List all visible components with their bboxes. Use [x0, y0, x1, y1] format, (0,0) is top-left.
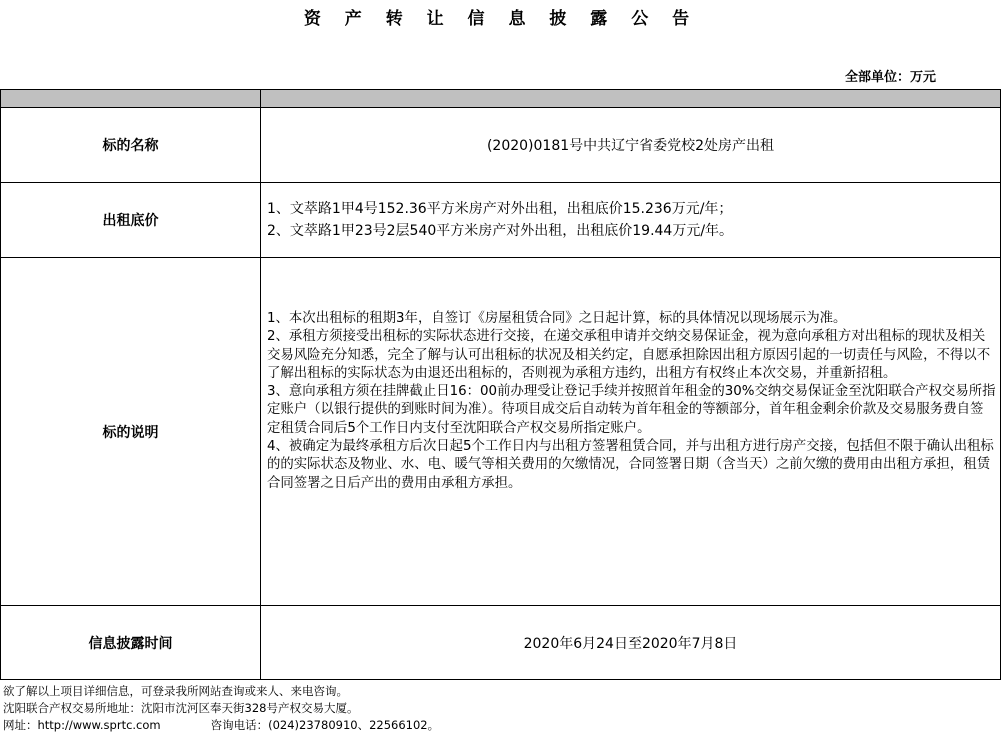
value-name: (2020)0181号中共辽宁省委党校2处房产出租	[486, 138, 775, 154]
footer-line-1: 欲了解以上项目详细信息，可登录我所网站查询或来人、来电咨询。	[3, 684, 348, 698]
value-time: 2020年6月24日至2020年7月8日	[523, 635, 738, 652]
label-description: 标的说明	[1, 258, 261, 605]
unit-note: 全部单位：万元	[844, 70, 936, 85]
description-paragraph-2: 2、承租方须接受出租标的实际状态进行交接，在递交承租申请并交纳交易保证金，视为意向承租方对出租标的现状及相关交易风险充分知悉，完全了解与认可出租标的状况及相关约定，自愿承担除因出租方原因引起的一切责任与风险，不得以不了解出租标的实际状态为由退还出租标的，否则视为承租方违约，出租方有权终止本次交易，并重新招租。	[267, 329, 991, 381]
footer-line-2: 沈阳联合产权交易所地址：沈阳市沈河区奉天街328号产权交易大厦。	[3, 701, 359, 715]
header-cell-right	[261, 90, 1000, 107]
table-row-name	[1, 108, 1000, 183]
label-time: 信息披露时间	[1, 606, 261, 679]
price-line-1: 1、文萃路1甲4号152.36平方米房产对外出租，出租底价15.236万元/年；	[267, 201, 733, 217]
footer	[3, 683, 439, 734]
info-table	[0, 89, 1001, 680]
value-price	[261, 183, 1000, 257]
table-row-price	[1, 183, 1000, 258]
phone-number: 咨询电话：(024)23780910、22566102。	[210, 718, 440, 732]
table-row-time	[1, 606, 1000, 679]
description-paragraph-4: 4、被确定为最终承租方后次日起5个工作日内与出租方签署租赁合同，并与出租方进行房产交接，包括但不限于确认出租标的的实际状态及物业、水、电、暖气等相关费用的欠缴情况，合同签署日期（含当天）之前欠缴的费用由出租方承担，租赁合同签署之日后产出的费用由承租方承担。	[267, 439, 994, 491]
table-header-row	[1, 90, 1000, 108]
page-title: 资 产 转 让 信 息 披 露 公 告	[303, 9, 699, 29]
footer-line-3	[3, 717, 439, 734]
header-cell-left	[1, 90, 261, 107]
website-link[interactable]: 网址：http://www.sprtc.com	[3, 718, 161, 732]
price-line-2: 2、文萃路1甲23号2层540平方米房产对外出租，出租底价19.44万元/年。	[267, 223, 734, 239]
description-paragraph-3: 3、意向承租方须在挂牌截止日16：00前办理受让登记手续并按照首年租金的30%交纳交易保证金至沈阳联合产权交易所指定账户（以银行提供的到账时间为准）。待项目成交后自动转为首年租金的等额部分，首年租金剩余价款及交易服务费自签定租赁合同后5个工作日内支付至沈阳联合产权交易所指定账户。	[267, 384, 996, 436]
label-price: 出租底价	[1, 183, 261, 257]
description-paragraph-1: 1、本次出租标的租期3年，自签订《房屋租赁合同》之日起计算，标的具体情况以现场展示为准。	[267, 311, 847, 326]
table-row-description	[1, 258, 1000, 606]
value-description	[261, 258, 1000, 605]
label-name: 标的名称	[1, 108, 261, 182]
